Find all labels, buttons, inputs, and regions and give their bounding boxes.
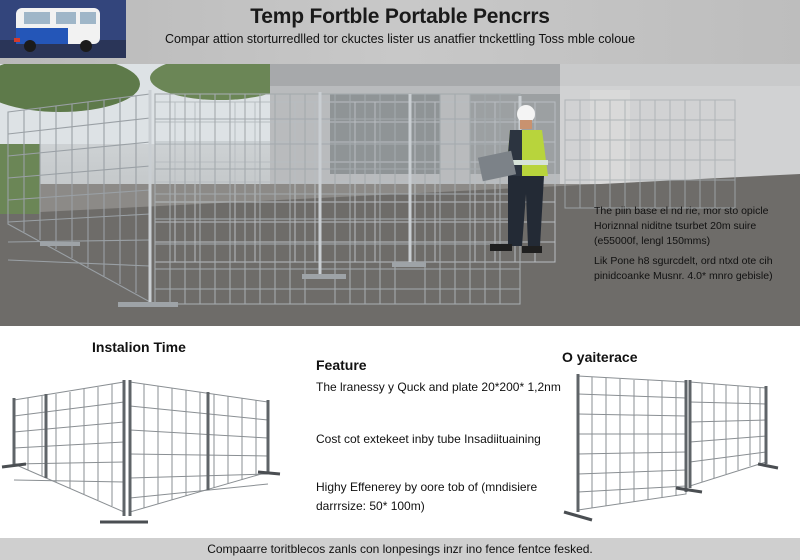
page-title: Temp Fortble Portable Pencrrs (250, 5, 550, 28)
feature-item-tube: Cost cot extekeet inby tube Insadiituaining (316, 432, 541, 446)
footer-bar (0, 538, 800, 560)
overview-fence-illustration (556, 370, 786, 530)
feature-item-efficiency: Highy Effenerey by oore tob of (mndisiere darrrsize: 50* 100m) (316, 480, 538, 513)
overview-title: O yaiterace (562, 349, 638, 365)
header-band (0, 0, 800, 64)
footer-text: Compaarre toritblecos zanls con lonpesings inzr ino fence fentce fesked. (207, 542, 593, 556)
fence-site-photo (0, 64, 800, 326)
feature-item-clamp: The lranessy y Quck and plate 20*200* 1,2nm (316, 380, 561, 394)
feature-title: Feature (316, 357, 367, 373)
page-subtitle: Compar attion storturredlled tor ckuctes lister us anatfier tnckettling Toss mble coloue (164, 32, 636, 46)
photo-caption-details: Lik Pone h8 sgurcdelt, ord ntxd ote cih pinidcoanke Musnr. 4.0* mnro gebisle) (594, 255, 773, 282)
photo-caption-base: The piin base el nd rie, mor sto opicle Horiznnal niditne tsurbet 20m suire (e55000f, lengl 150mms) (594, 205, 769, 247)
installation-fence-illustration (0, 372, 290, 532)
van-thumbnail-image (0, 0, 126, 58)
installation-title: Instalion Time (92, 339, 186, 355)
